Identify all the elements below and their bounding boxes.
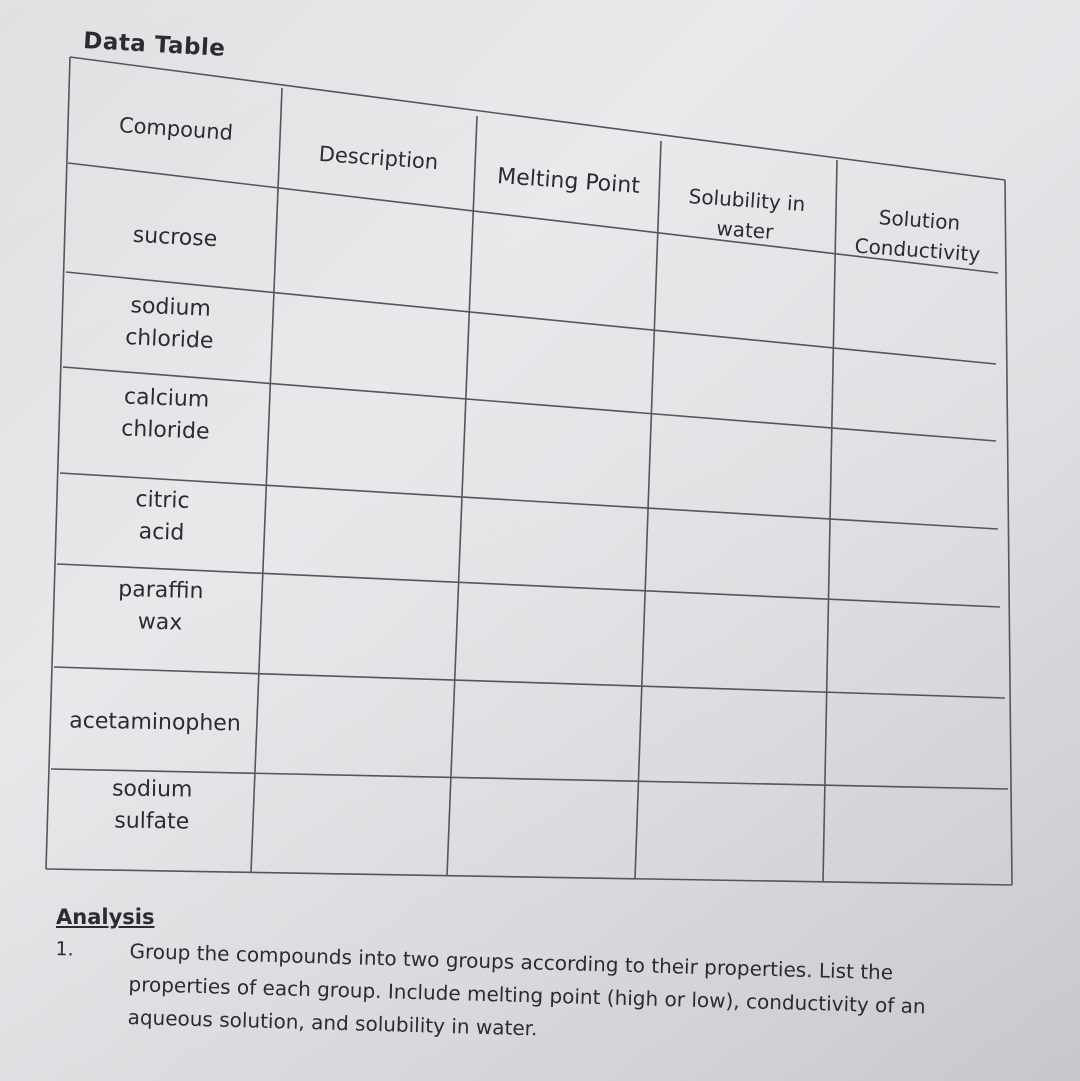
analysis-heading: Analysis — [56, 905, 155, 929]
header-solubility-in-water: Solubility in water — [687, 183, 807, 244]
row-label-acetaminophen: acetaminophen — [69, 708, 241, 737]
row-label-sucrose: sucrose — [132, 222, 218, 253]
row-label-sodium-sulfate: sodium sulfate — [111, 776, 193, 835]
table-title: Data Table — [82, 28, 227, 62]
analysis-section — [55, 905, 1016, 1041]
row-label-calcium-chloride: calcium chloride — [120, 384, 210, 445]
row-label-sodium-chloride: sodium chloride — [124, 293, 214, 354]
row-label-citric-acid: citric acid — [135, 487, 190, 546]
header-description: Description — [317, 141, 439, 175]
header-melting-point: Melting Point — [496, 164, 641, 199]
row-label-paraffin-wax: paraffin wax — [118, 576, 204, 636]
header-compound: Compound — [118, 113, 234, 145]
header-solution-conductivity: Solution Conductivity — [853, 205, 981, 267]
question-text: Group the compounds into two groups according to their properties. List the properties of each group. Include melting point (high or low), conductivity of an aqueous solution, and solubility in water. — [127, 939, 926, 1041]
question-number: 1. — [55, 937, 74, 961]
